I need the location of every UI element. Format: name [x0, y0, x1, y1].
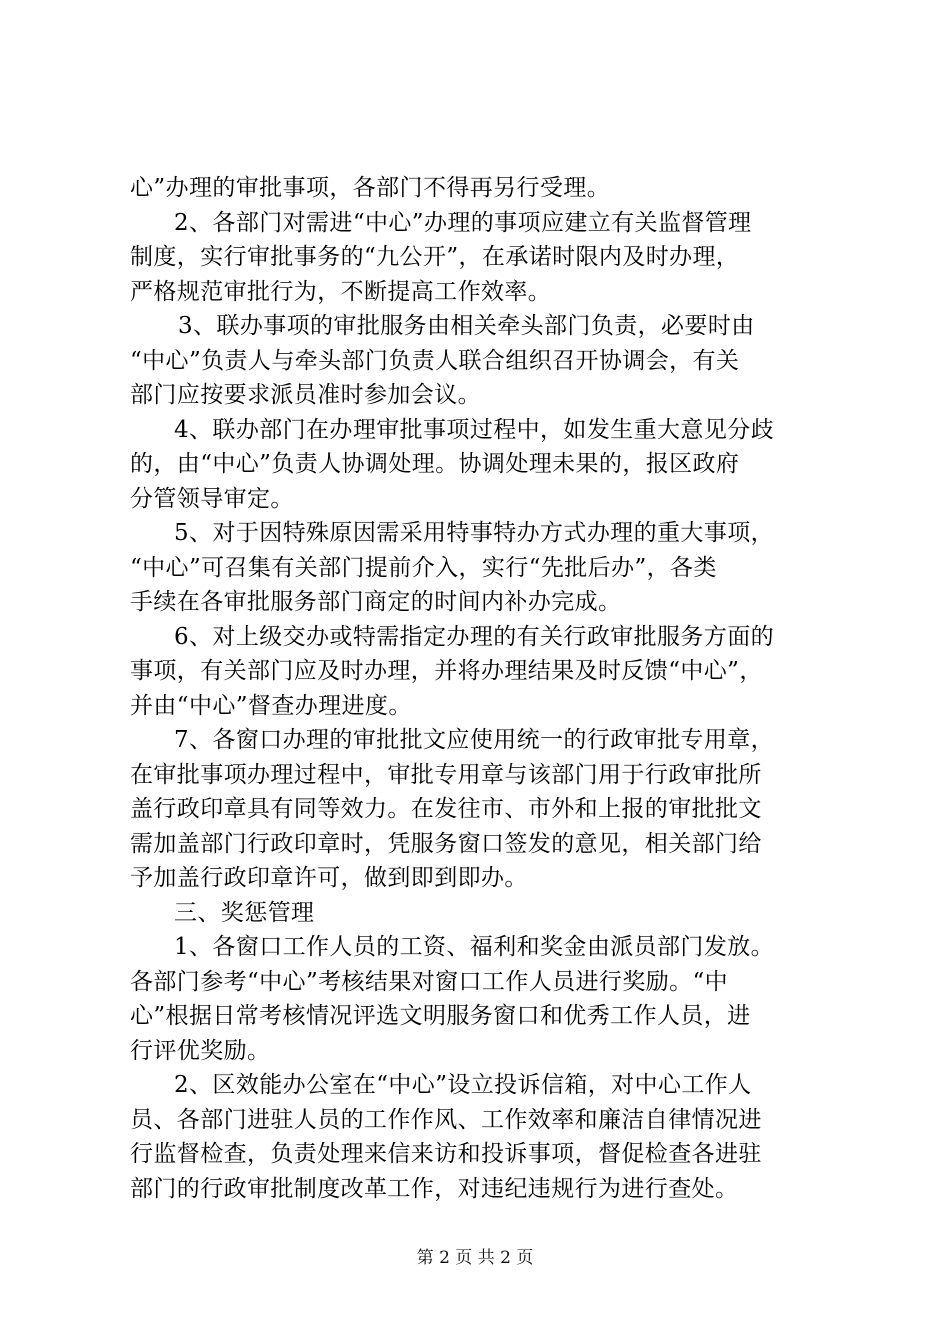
text-line: 予加盖行政印章许可，做到即到即办。	[130, 865, 528, 891]
text-line: 盖行政印章具有同等效力。在发往市、市外和上报的审批批文	[130, 796, 762, 822]
text-line: 部门的行政审批制度改革工作，对违纪违规行为进行查处。	[130, 1175, 739, 1202]
text-line: “中心”负责人与牵头部门负责人联合组织召开协调会，有关	[130, 347, 740, 374]
text-line: 手续在各审批服务部门商定的时间内补办完成。	[130, 589, 622, 615]
text-line: 制度，实行审批事务的“九公开”，在承诺时限内及时办理，	[130, 244, 740, 270]
text-line: 事项，有关部门应及时办理，并将办理结果及时反馈“中心”，	[130, 658, 763, 684]
text-line: 部门应按要求派员准时参加会议。	[130, 382, 481, 408]
text-line: 心”根据日常考核情况评选文明服务窗口和优秀工作人员，进	[130, 1003, 751, 1029]
section-heading-rewards: 三、奖惩管理	[174, 899, 315, 926]
text-line: 行监督检查，负责处理来信来访和投诉事项，督促检查各进驻	[130, 1141, 762, 1167]
paragraph-5-start: 5、对于因特殊原因需采用特事特办方式办理的重大事项，	[174, 520, 775, 546]
text-line: 并由“中心”督查办理进度。	[130, 692, 412, 719]
text-line: 行评优奖励。	[130, 1037, 271, 1064]
text-line: 需加盖部门行政印章时，凭服务窗口签发的意见，相关部门给	[130, 830, 762, 857]
document-body	[130, 171, 830, 1206]
paragraph-2-start: 2、各部门对需进“中心”办理的事项应建立有关监督管理	[174, 209, 752, 236]
text-line: 各部门参考“中心”考核结果对窗口工作人员进行奖励。“中	[130, 968, 729, 995]
paragraph-7-start: 7、各窗口办理的审批批文应使用统一的行政审批专用章，	[174, 727, 775, 753]
text-line: “中心”可召集有关部门提前介入，实行“先批后办”，各类	[130, 554, 717, 581]
text-line: 心”办理的审批事项，各部门不得再另行受理。	[130, 175, 611, 201]
text-line: 在审批事项办理过程中，审批专用章与该部门用于行政审批所	[130, 761, 762, 788]
paragraph-9-start: 2、区效能办公室在“中心”设立投诉信箱，对中心工作人	[174, 1072, 752, 1098]
paragraph-6-start: 6、对上级交办或特需指定办理的有关行政审批服务方面的	[174, 623, 775, 650]
text-line: 严格规范审批行为，不断提高工作效率。	[130, 278, 552, 305]
text-line: 员、各部门进驻人员的工作作风、工作效率和廉洁自律情况进	[130, 1106, 762, 1133]
text-line: 的，由“中心”负责人协调处理。协调处理未果的，报区政府	[130, 451, 740, 477]
text-line: 分管领导审定。	[130, 485, 294, 512]
paragraph-3-start: 3、联办事项的审批服务由相关牵头部门负责，必要时由	[178, 313, 755, 339]
paragraph-8-start: 1、各窗口工作人员的工资、福利和奖金由派员部门发放。	[174, 934, 775, 960]
paragraph-4-start: 4、联办部门在办理审批事项过程中，如发生重大意见分歧	[174, 416, 775, 443]
page-number-footer: 第 2 页 共 2 页	[416, 1248, 534, 1268]
